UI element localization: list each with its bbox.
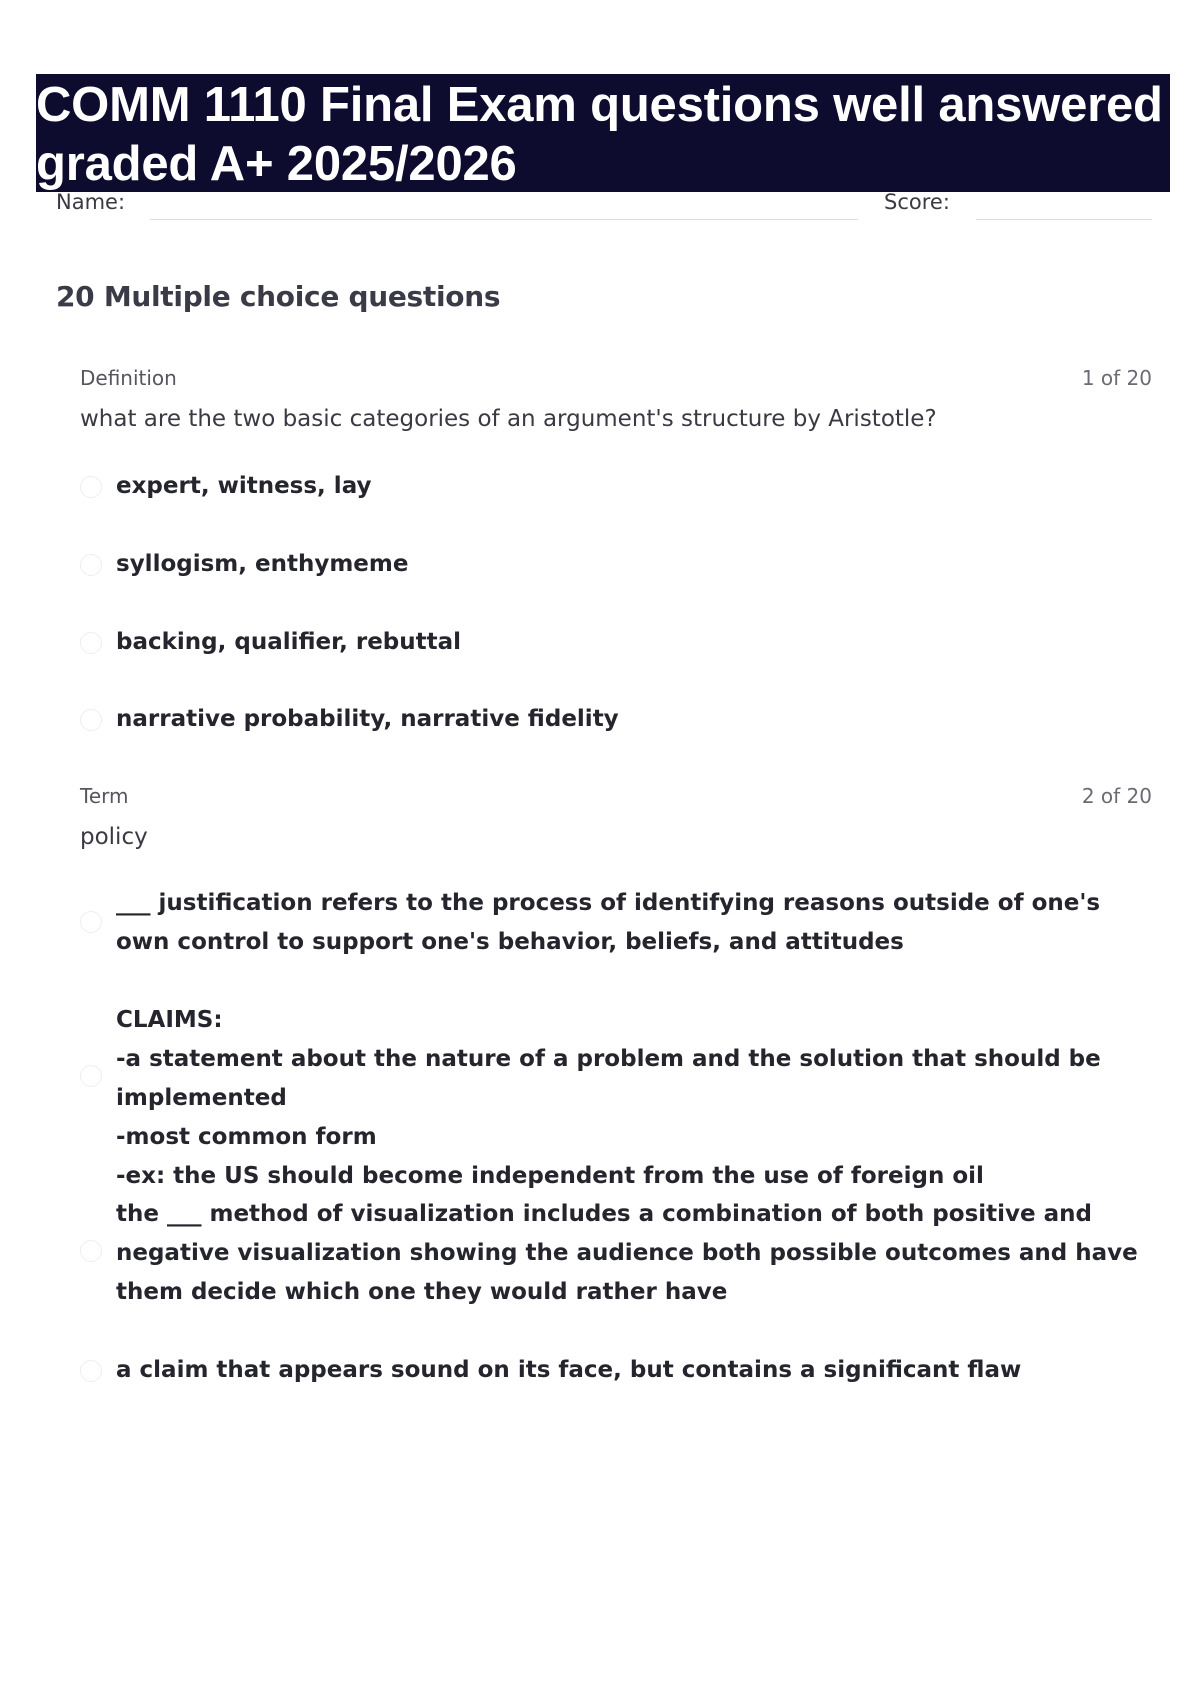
radio-button[interactable] <box>80 709 102 731</box>
name-field-line[interactable] <box>150 219 858 220</box>
score-label: Score: <box>884 190 950 214</box>
name-label: Name: <box>56 190 126 214</box>
section-title: 20 Multiple choice questions <box>56 280 501 313</box>
answer-option-text: a claim that appears sound on its face, but contains a significant flaw <box>116 1357 1022 1383</box>
answer-option-text: ___ justification refers to the process of identifying reasons outside of one's own control to support one's behavior, beliefs, and attitudes <box>116 890 1101 955</box>
question-type-label: Term <box>80 784 129 808</box>
radio-button[interactable] <box>80 476 102 498</box>
title-banner <box>36 74 1170 192</box>
question-counter: 2 of 20 <box>1081 784 1152 808</box>
radio-button[interactable] <box>80 1065 102 1087</box>
score-field-line[interactable] <box>976 219 1152 220</box>
radio-button[interactable] <box>80 1240 102 1262</box>
question-counter: 1 of 20 <box>1081 366 1152 390</box>
radio-button[interactable] <box>80 911 102 933</box>
answer-option-text: narrative probability, narrative fidelity <box>116 706 619 732</box>
answer-option-text: backing, qualifier, rebuttal <box>116 629 462 655</box>
radio-button[interactable] <box>80 554 102 576</box>
question-type-label: Definition <box>80 366 177 390</box>
radio-button[interactable] <box>80 1360 102 1382</box>
radio-button[interactable] <box>80 632 102 654</box>
question-prompt: what are the two basic categories of an argument's structure by Aristotle? <box>80 406 937 432</box>
answer-option-text: expert, witness, lay <box>116 473 372 499</box>
question-prompt: policy <box>80 824 148 850</box>
document-title: COMM 1110 Final Exam questions well answered graded A+ 2025/2026 <box>36 78 1163 191</box>
answer-option-text: the ___ method of visualization includes a combination of both positive and negative visualization showing the audience both possible outcomes and have them decide which one they would rather have <box>116 1201 1138 1305</box>
answer-option-text: CLAIMS: -a statement about the nature of a problem and the solution that should be implemented -most common form -ex: the US should become independent from the use of foreign oil <box>116 1007 1101 1189</box>
answer-option-text: syllogism, enthymeme <box>116 551 409 577</box>
